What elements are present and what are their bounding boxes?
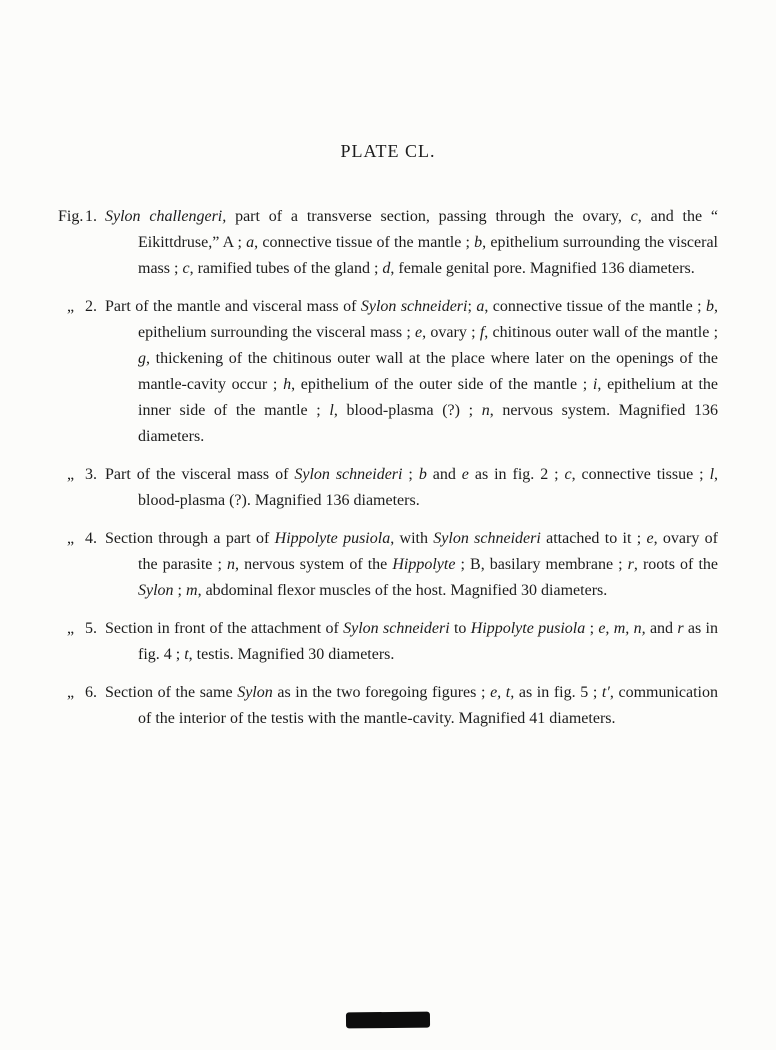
figure-number: 5. <box>85 620 97 637</box>
figure-number: 4. <box>85 530 97 547</box>
figure-number: 3. <box>85 466 97 483</box>
figure-label-prefix: „ <box>67 620 75 637</box>
figure-label <box>58 462 105 488</box>
plate-title: PLATE CL. <box>340 141 436 161</box>
figure-description: Part of the visceral mass of Sylon schneideri ; b and e as in fig. 2 ; c, connective tissue ; l, blood-plasma (?). Magnified 136 diameters. <box>105 466 719 509</box>
figure-entry <box>58 526 718 604</box>
figure-description: Section in front of the attachment of Sylon schneideri to Hippolyte pusiola ; e, m, n, and r as in fig. 4 ; t, testis. Magnified 30 diameters. <box>105 620 718 663</box>
figure-number: 2. <box>85 298 97 315</box>
figure-entry <box>58 462 718 514</box>
figure-label-prefix: „ <box>67 684 75 701</box>
figure-number: 6. <box>85 684 97 701</box>
figure-description: Section of the same Sylon as in the two foregoing figures ; e, t, as in fig. 5 ; t′, communication of the interior of the testis with the mantle-cavity. Magnified 41 diameters. <box>105 684 719 727</box>
figure-label-prefix: Fig. <box>58 208 84 225</box>
figure-label-prefix: „ <box>67 466 75 483</box>
figure-label <box>58 204 105 230</box>
figure-label <box>58 526 105 552</box>
figure-description: Part of the mantle and visceral mass of Sylon schneideri; a, connective tissue of the mantle ; b, epithelium surrounding the visceral mass ; e, ovary ; f, chitinous outer wall of the mantle ; g, thickening of the chitinous outer wall at the place where later on the openings of the mantle-cavity occur ; h, epithelium of the outer side of the mantle ; i, epithelium at the inner side of the mantle ; l, blood-plasma (?) ; n, nervous system. Magnified 136 diameters. <box>105 298 719 445</box>
figure-entry <box>58 204 718 282</box>
figure-label-prefix: „ <box>67 298 75 315</box>
figure-entry <box>58 294 718 450</box>
figure-entry <box>58 680 718 732</box>
figure-label <box>58 680 105 706</box>
figure-description: Sylon challengeri, part of a transverse section, passing through the ovary, c, and the “ Eikittdruse,” A ; a, connective tissue of the mantle ; b, epithelium surrounding the visceral mass ; c, ramified tubes of the gland ; d, female genital pore. Magnified 136 diameters. <box>105 208 719 277</box>
figure-entry <box>58 616 718 668</box>
scan-artifact <box>346 1012 430 1029</box>
figure-label-prefix: „ <box>67 530 75 547</box>
figure-label <box>58 616 105 642</box>
figure-description: Section through a part of Hippolyte pusiola, with Sylon schneideri attached to it ; e, ovary of the parasite ; n, nervous system of the Hippolyte ; B, basilary membrane ; r, roots of the Sylon ; m, abdominal flexor muscles of the host. Magnified 30 diameters. <box>105 530 718 599</box>
figure-label <box>58 294 105 320</box>
figure-number: 1. <box>85 208 97 225</box>
